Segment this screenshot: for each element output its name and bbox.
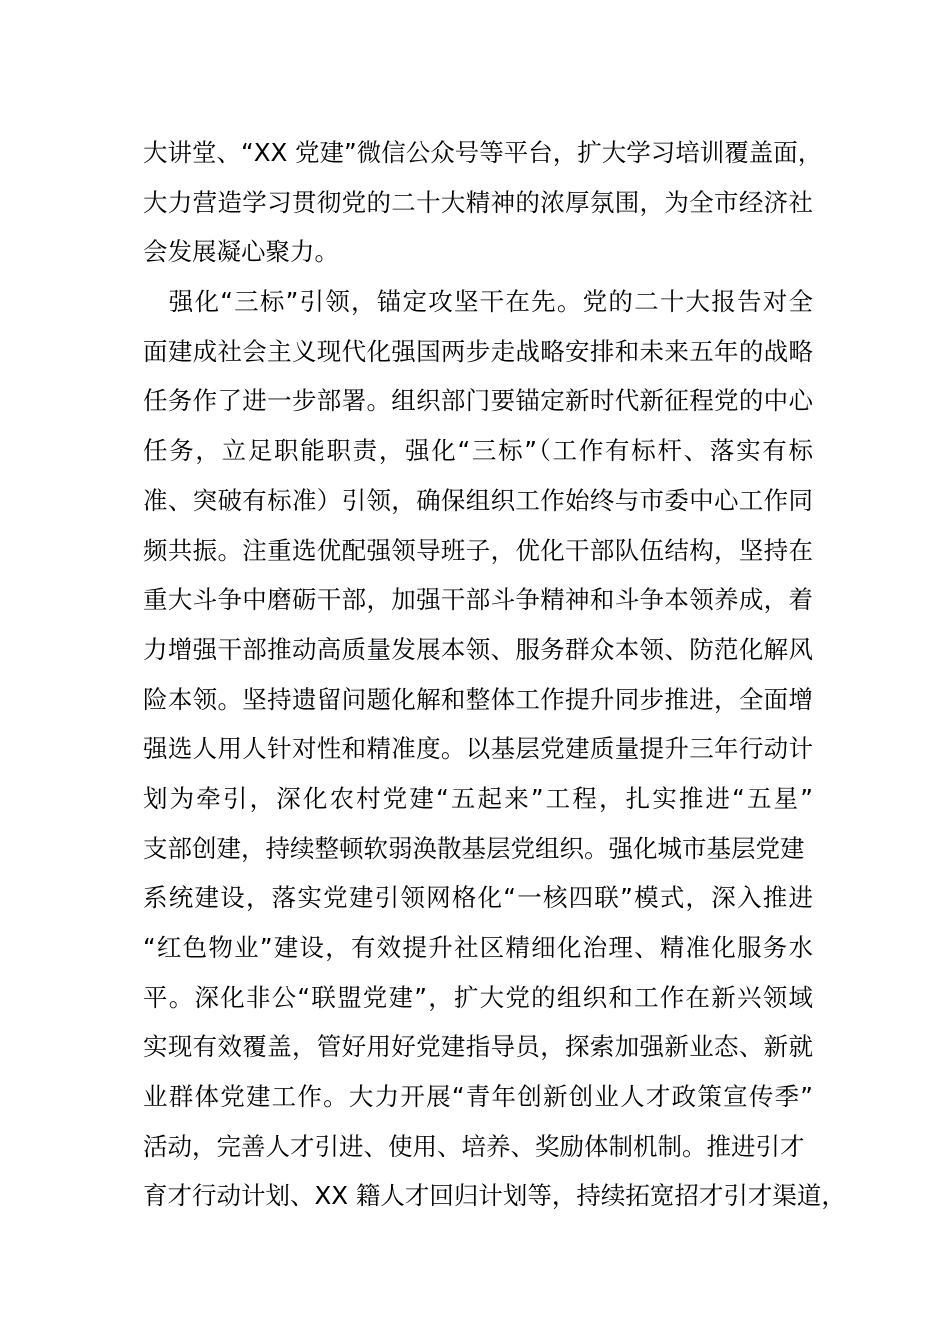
body-line: 准、突破有标准）引领，确保组织工作始终与市委中心工作同	[143, 485, 813, 515]
body-line: 划为牵引，深化农村党建“五起来”工程，扎实推进“五星”	[143, 783, 813, 813]
body-line: 险本领。坚持遗留问题化解和整体工作提升同步推进，全面增	[143, 684, 813, 714]
body-line: 系统建设，落实党建引领网格化“一核四联”模式，深入推进	[143, 883, 813, 913]
body-line: 支部创建，持续整顿软弱涣散基层党组织。强化城市基层党建	[143, 833, 805, 863]
body-line: 强化“三标”引领，锚定攻坚干在先。党的二十大报告对全	[143, 287, 813, 317]
body-line: 任务，立足职能职责，强化“三标”（工作有标杆、落实有标	[143, 436, 813, 466]
body-line: 实现有效覆盖，管好用好党建指导员，探索加强新业态、新就	[143, 1032, 813, 1062]
body-line: 频共振。注重选优配强领导班子，优化干部队伍结构，坚持在	[143, 535, 813, 565]
body-line: 大力营造学习贯彻党的二十大精神的浓厚氛围，为全市经济社	[143, 187, 813, 217]
body-line: 业群体党建工作。大力开展“青年创新创业人才政策宣传季”	[143, 1082, 813, 1112]
body-line: 面建成社会主义现代化强国两步走战略安排和未来五年的战略	[143, 336, 813, 366]
body-line: 大讲堂、“XX 党建”微信公众号等平台，扩大学习培训覆盖面，	[143, 138, 823, 167]
body-line: 活动，完善人才引进、使用、培养、奖励体制机制。推进引才	[143, 1131, 805, 1161]
document-body	[143, 128, 846, 1271]
body-line: 重大斗争中磨砺干部，加强干部斗争精神和斗争本领养成，着	[143, 585, 813, 615]
body-line: “红色物业”建设，有效提升社区精细化治理、精准化服务水	[143, 933, 813, 962]
body-line	[143, 1221, 813, 1271]
body-line: 强选人用人针对性和精准度。以基层党建质量提升三年行动计	[143, 734, 813, 764]
body-line: 育才行动计划、XX 籍人才回归计划等，持续拓宽招才引才渠道，	[143, 1181, 846, 1211]
body-line: 会发展凝心聚力。	[143, 237, 339, 267]
body-line: 力增强干部推动高质量发展本领、服务群众本领、防范化解风	[143, 634, 813, 664]
body-line: 平。深化非公“联盟党建”，扩大党的组织和工作在新兴领域	[143, 982, 813, 1012]
body-line: 任务作了进一步部署。组织部门要锚定新时代新征程党的中心	[143, 386, 813, 416]
